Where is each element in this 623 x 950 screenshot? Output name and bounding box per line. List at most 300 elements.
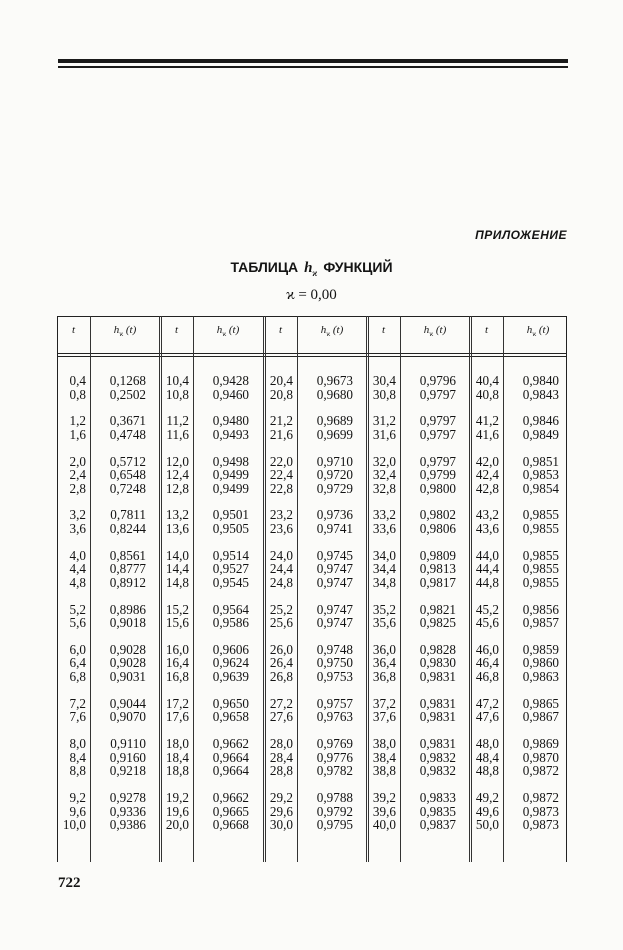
- cell-h: 0,9664: [212, 749, 249, 765]
- value-group: [264, 643, 293, 684]
- title-suffix: ФУНКЦИЙ: [323, 259, 393, 275]
- cell-h: 0,9527: [212, 561, 249, 577]
- cell-t: 18,4: [165, 749, 189, 765]
- cell-t: 13,6: [165, 521, 189, 537]
- header-t: t: [174, 324, 179, 336]
- value-group: [264, 737, 293, 778]
- value-group: [400, 737, 456, 778]
- cell-h: 0,9710: [316, 453, 353, 469]
- value-group: [470, 791, 499, 832]
- header-h-letter: h: [423, 324, 430, 336]
- value-group: [160, 791, 189, 832]
- cell-t: 16,4: [165, 655, 189, 671]
- cell-t: 19,6: [165, 803, 189, 819]
- cell-t: 2,8: [69, 480, 86, 496]
- cell-t: 1,2: [69, 413, 86, 429]
- cell-h: 0,9028: [109, 655, 146, 671]
- cell-h: 0,9855: [522, 547, 559, 563]
- value-group: [503, 791, 559, 832]
- value-group: [503, 455, 559, 496]
- value-group: [193, 508, 249, 535]
- cell-t: 37,6: [372, 709, 396, 725]
- cell-t: 42,8: [475, 480, 499, 496]
- cell-h: 0,9776: [316, 749, 353, 765]
- cell-h: 0,5712: [109, 453, 146, 469]
- function-table: [57, 316, 567, 862]
- cell-t: 33,6: [372, 521, 396, 537]
- table-top-border: [57, 316, 567, 317]
- cell-h: 0,9851: [522, 453, 559, 469]
- cell-h: 0,9741: [316, 521, 353, 537]
- value-group: [470, 603, 499, 630]
- title-function-subscript: ϰ: [312, 268, 318, 278]
- cell-h: 0,9428: [212, 373, 249, 388]
- value-group: [57, 549, 86, 590]
- value-group: [297, 455, 353, 496]
- cell-h: 0,9806: [419, 521, 456, 537]
- title-function: [304, 260, 317, 276]
- cell-t: 37,2: [372, 695, 396, 711]
- cell-t: 49,6: [475, 803, 499, 819]
- cell-t: 24,0: [269, 547, 293, 563]
- cell-t: 8,8: [69, 763, 86, 779]
- column-h-values: [193, 374, 249, 845]
- value-group: [367, 643, 396, 684]
- cell-t: 25,2: [269, 601, 293, 617]
- value-group: [470, 697, 499, 724]
- cell-t: 8,4: [69, 749, 86, 765]
- value-group: [470, 737, 499, 778]
- cell-h: 0,9799: [419, 467, 456, 483]
- header-h-subscript: ϰ: [429, 330, 434, 339]
- cell-h: 0,9689: [316, 413, 353, 429]
- value-group: [297, 791, 353, 832]
- value-group: [90, 374, 146, 401]
- cell-h: 0,9658: [212, 709, 249, 725]
- column-h-values: [90, 374, 146, 845]
- cell-h: 0,9840: [522, 373, 559, 388]
- value-group: [264, 791, 293, 832]
- header-h-subscript: ϰ: [532, 330, 537, 339]
- cell-t: 44,4: [475, 561, 499, 577]
- cell-t: 5,2: [69, 601, 86, 617]
- value-group: [90, 791, 146, 832]
- value-group: [193, 549, 249, 590]
- header-t: t: [381, 324, 386, 336]
- header-h-letter: h: [216, 324, 223, 336]
- cell-h: 0,9873: [522, 803, 559, 819]
- cell-h: 0,8912: [109, 574, 146, 590]
- header-h-arg: (t): [332, 324, 344, 336]
- header-t: t: [484, 324, 489, 336]
- cell-h: 0,9514: [212, 547, 249, 563]
- cell-h: 0,9665: [212, 803, 249, 819]
- cell-t: 6,0: [69, 641, 86, 657]
- cell-t: 15,6: [165, 615, 189, 631]
- cell-t: 16,8: [165, 669, 189, 685]
- table-right-border: [566, 316, 567, 862]
- value-group: [193, 697, 249, 724]
- cell-h: 0,9831: [419, 736, 456, 752]
- cell-t: 43,2: [475, 507, 499, 523]
- value-group: [400, 549, 456, 590]
- value-group: [193, 374, 249, 401]
- cell-t: 12,8: [165, 480, 189, 496]
- column-t-values: [57, 374, 86, 845]
- title-function-letter: h: [304, 260, 313, 276]
- cell-t: 31,2: [372, 413, 396, 429]
- cell-t: 28,8: [269, 763, 293, 779]
- cell-t: 33,2: [372, 507, 396, 523]
- cell-t: 0,4: [69, 373, 86, 388]
- cell-t: 43,6: [475, 521, 499, 537]
- cell-h: 0,9835: [419, 803, 456, 819]
- cell-t: 21,6: [269, 426, 293, 442]
- cell-t: 26,4: [269, 655, 293, 671]
- value-group: [160, 374, 189, 401]
- cell-h: 0,9639: [212, 669, 249, 685]
- cell-h: 0,9802: [419, 507, 456, 523]
- value-group: [57, 697, 86, 724]
- cell-h: 0,9797: [419, 413, 456, 429]
- cell-h: 0,9872: [522, 789, 559, 805]
- cell-t: 14,0: [165, 547, 189, 563]
- column-h-values: [503, 374, 559, 845]
- value-group: [193, 737, 249, 778]
- cell-t: 36,0: [372, 641, 396, 657]
- value-group: [160, 549, 189, 590]
- value-group: [367, 697, 396, 724]
- cell-h: 0,9873: [522, 817, 559, 833]
- cell-t: 10,8: [165, 386, 189, 402]
- cell-t: 45,2: [475, 601, 499, 617]
- cell-t: 6,8: [69, 669, 86, 685]
- cell-h: 0,9586: [212, 615, 249, 631]
- value-group: [400, 791, 456, 832]
- value-group: [193, 791, 249, 832]
- cell-h: 0,9505: [212, 521, 249, 537]
- cell-t: 23,2: [269, 507, 293, 523]
- cell-t: 31,6: [372, 426, 396, 442]
- cell-h: 0,9673: [316, 373, 353, 388]
- cell-t: 45,6: [475, 615, 499, 631]
- cell-h: 0,9699: [316, 426, 353, 442]
- cell-t: 18,0: [165, 736, 189, 752]
- cell-t: 48,8: [475, 763, 499, 779]
- cell-h: 0,9757: [316, 695, 353, 711]
- cell-h: 0,9863: [522, 669, 559, 685]
- cell-t: 39,2: [372, 789, 396, 805]
- value-group: [160, 603, 189, 630]
- value-group: [160, 508, 189, 535]
- top-rule-thick: [58, 59, 568, 63]
- table-header-border: [57, 353, 567, 354]
- value-group: [264, 374, 293, 401]
- cell-t: 14,4: [165, 561, 189, 577]
- cell-h: 0,9800: [419, 480, 456, 496]
- cell-t: 22,0: [269, 453, 293, 469]
- header-h-subscript: ϰ: [222, 330, 227, 339]
- cell-t: 3,6: [69, 521, 86, 537]
- cell-h: 0,9499: [212, 467, 249, 483]
- value-group: [470, 549, 499, 590]
- cell-t: 41,2: [475, 413, 499, 429]
- value-group: [90, 603, 146, 630]
- cell-h: 0,9747: [316, 574, 353, 590]
- cell-h: 0,7248: [109, 480, 146, 496]
- cell-h: 0,9855: [522, 574, 559, 590]
- cell-t: 36,8: [372, 669, 396, 685]
- cell-h: 0,6548: [109, 467, 146, 483]
- value-group: [503, 414, 559, 441]
- cell-h: 0,9031: [109, 669, 146, 685]
- cell-t: 2,4: [69, 467, 86, 483]
- value-group: [90, 643, 146, 684]
- cell-t: 4,4: [69, 561, 86, 577]
- cell-t: 9,6: [69, 803, 86, 819]
- cell-h: 0,9747: [316, 601, 353, 617]
- cell-h: 0,9869: [522, 736, 559, 752]
- header-h: [503, 324, 573, 338]
- cell-h: 0,9853: [522, 467, 559, 483]
- cell-h: 0,9748: [316, 641, 353, 657]
- cell-t: 40,0: [372, 817, 396, 833]
- value-group: [400, 508, 456, 535]
- cell-t: 26,0: [269, 641, 293, 657]
- cell-h: 0,9763: [316, 709, 353, 725]
- value-group: [264, 508, 293, 535]
- cell-h: 0,9867: [522, 709, 559, 725]
- cell-t: 48,0: [475, 736, 499, 752]
- cell-h: 0,9753: [316, 669, 353, 685]
- header-h-letter: h: [113, 324, 120, 336]
- cell-h: 0,9750: [316, 655, 353, 671]
- cell-h: 0,9828: [419, 641, 456, 657]
- cell-h: 0,9662: [212, 736, 249, 752]
- cell-t: 6,4: [69, 655, 86, 671]
- header-h: [297, 324, 367, 338]
- cell-h: 0,9833: [419, 789, 456, 805]
- cell-h: 0,9747: [316, 615, 353, 631]
- value-group: [297, 508, 353, 535]
- cell-t: 47,2: [475, 695, 499, 711]
- cell-t: 29,6: [269, 803, 293, 819]
- column-h-values: [400, 374, 456, 845]
- value-group: [367, 414, 396, 441]
- cell-h: 0,9792: [316, 803, 353, 819]
- value-group: [297, 374, 353, 401]
- value-group: [193, 455, 249, 496]
- cell-t: 42,0: [475, 453, 499, 469]
- value-group: [264, 549, 293, 590]
- cell-h: 0,9797: [419, 386, 456, 402]
- cell-h: 0,9857: [522, 615, 559, 631]
- cell-h: 0,8986: [109, 601, 146, 617]
- cell-h: 0,9729: [316, 480, 353, 496]
- cell-h: 0,9386: [109, 817, 146, 833]
- cell-h: 0,9110: [110, 736, 146, 752]
- value-group: [160, 737, 189, 778]
- value-group: [193, 643, 249, 684]
- value-group: [400, 603, 456, 630]
- cell-h: 0,9545: [212, 574, 249, 590]
- cell-t: 27,2: [269, 695, 293, 711]
- value-group: [57, 508, 86, 535]
- value-group: [470, 643, 499, 684]
- cell-h: 0,9825: [419, 615, 456, 631]
- cell-h: 0,4748: [109, 426, 146, 442]
- cell-h: 0,9018: [109, 615, 146, 631]
- cell-h: 0,9564: [212, 601, 249, 617]
- cell-h: 0,3671: [109, 413, 146, 429]
- cell-h: 0,9830: [419, 655, 456, 671]
- cell-h: 0,9831: [419, 709, 456, 725]
- cell-h: 0,9499: [212, 480, 249, 496]
- cell-t: 7,6: [69, 709, 86, 725]
- value-group: [503, 508, 559, 535]
- cell-t: 38,8: [372, 763, 396, 779]
- value-group: [264, 697, 293, 724]
- cell-t: 17,6: [165, 709, 189, 725]
- cell-t: 28,4: [269, 749, 293, 765]
- cell-h: 0,9854: [522, 480, 559, 496]
- value-group: [160, 414, 189, 441]
- value-group: [503, 603, 559, 630]
- value-group: [160, 697, 189, 724]
- cell-t: 23,6: [269, 521, 293, 537]
- cell-t: 32,8: [372, 480, 396, 496]
- cell-t: 9,2: [69, 789, 86, 805]
- cell-h: 0,9855: [522, 521, 559, 537]
- value-group: [160, 455, 189, 496]
- cell-t: 10,4: [165, 373, 189, 388]
- cell-t: 20,0: [165, 817, 189, 833]
- cell-h: 0,9460: [212, 386, 249, 402]
- header-h: [90, 324, 160, 338]
- value-group: [367, 791, 396, 832]
- header-h-letter: h: [526, 324, 533, 336]
- cell-h: 0,9736: [316, 507, 353, 523]
- cell-t: 18,8: [165, 763, 189, 779]
- cell-h: 0,9218: [109, 763, 146, 779]
- header-t: t: [71, 324, 76, 336]
- value-group: [367, 455, 396, 496]
- cell-t: 30,4: [372, 373, 396, 388]
- cell-t: 8,0: [69, 736, 86, 752]
- cell-h: 0,9796: [419, 373, 456, 388]
- cell-h: 0,9769: [316, 736, 353, 752]
- cell-t: 38,4: [372, 749, 396, 765]
- cell-h: 0,9817: [419, 574, 456, 590]
- cell-t: 29,2: [269, 789, 293, 805]
- cell-h: 0,1268: [109, 373, 146, 388]
- cell-t: 40,4: [475, 373, 499, 388]
- cell-h: 0,9855: [522, 507, 559, 523]
- cell-t: 30,8: [372, 386, 396, 402]
- header-t: t: [278, 324, 283, 336]
- cell-h: 0,8561: [109, 547, 146, 563]
- cell-h: 0,9872: [522, 763, 559, 779]
- cell-t: 34,0: [372, 547, 396, 563]
- cell-h: 0,9832: [419, 763, 456, 779]
- cell-t: 34,8: [372, 574, 396, 590]
- cell-h: 0,9044: [109, 695, 146, 711]
- value-group: [57, 603, 86, 630]
- value-group: [90, 697, 146, 724]
- cell-h: 0,9664: [212, 763, 249, 779]
- cell-t: 2,0: [69, 453, 86, 469]
- cell-h: 0,9831: [419, 669, 456, 685]
- value-group: [400, 374, 456, 401]
- header-h-arg: (t): [228, 324, 240, 336]
- cell-t: 19,2: [165, 789, 189, 805]
- top-rule-thin: [58, 66, 568, 68]
- value-group: [297, 643, 353, 684]
- cell-t: 21,2: [269, 413, 293, 429]
- cell-h: 0,9336: [109, 803, 146, 819]
- cell-t: 36,4: [372, 655, 396, 671]
- value-group: [57, 791, 86, 832]
- section-label: ПРИЛОЖЕНИЕ: [475, 228, 567, 242]
- cell-t: 47,6: [475, 709, 499, 725]
- cell-t: 49,2: [475, 789, 499, 805]
- cell-t: 46,8: [475, 669, 499, 685]
- header-h-subscript: ϰ: [119, 330, 124, 339]
- cell-h: 0,9797: [419, 453, 456, 469]
- cell-t: 48,4: [475, 749, 499, 765]
- value-group: [160, 643, 189, 684]
- value-group: [470, 374, 499, 401]
- cell-t: 15,2: [165, 601, 189, 617]
- cell-t: 26,8: [269, 669, 293, 685]
- column-t-values: [160, 374, 189, 845]
- cell-t: 22,8: [269, 480, 293, 496]
- value-group: [367, 737, 396, 778]
- header-h: [400, 324, 470, 338]
- column-t-values: [470, 374, 499, 845]
- value-group: [57, 643, 86, 684]
- cell-t: 32,4: [372, 467, 396, 483]
- value-group: [367, 508, 396, 535]
- cell-h: 0,9843: [522, 386, 559, 402]
- column-h-values: [297, 374, 353, 845]
- cell-h: 0,9846: [522, 413, 559, 429]
- cell-t: 22,4: [269, 467, 293, 483]
- cell-h: 0,9070: [109, 709, 146, 725]
- cell-h: 0,9865: [522, 695, 559, 711]
- cell-t: 50,0: [475, 817, 499, 833]
- cell-t: 42,4: [475, 467, 499, 483]
- cell-h: 0,9278: [109, 789, 146, 805]
- header-h-arg: (t): [538, 324, 550, 336]
- value-group: [193, 603, 249, 630]
- value-group: [470, 455, 499, 496]
- cell-h: 0,9855: [522, 561, 559, 577]
- header-h-letter: h: [320, 324, 327, 336]
- cell-t: 35,2: [372, 601, 396, 617]
- header-h-subscript: ϰ: [326, 330, 331, 339]
- cell-h: 0,7811: [110, 507, 146, 523]
- value-group: [503, 697, 559, 724]
- cell-t: 41,6: [475, 426, 499, 442]
- cell-t: 0,8: [69, 386, 86, 402]
- cell-h: 0,9668: [212, 817, 249, 833]
- title-prefix: ТАБЛИЦА: [230, 259, 299, 275]
- parameter-value: ϰ = 0,00: [286, 287, 337, 303]
- cell-h: 0,9797: [419, 426, 456, 442]
- cell-h: 0,9859: [522, 641, 559, 657]
- cell-t: 20,4: [269, 373, 293, 388]
